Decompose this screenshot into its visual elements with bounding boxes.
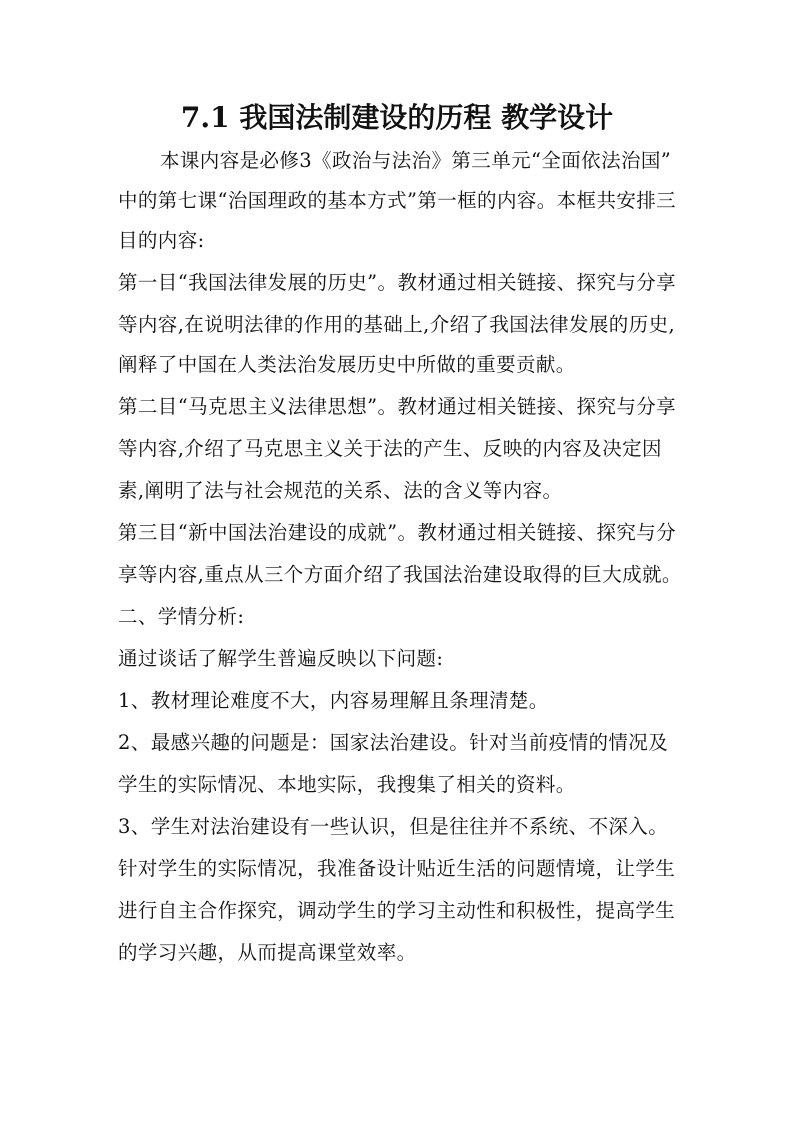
list-item: 1、教材理论难度不大，内容易理解且条理清楚。 [118,689,549,712]
paragraph-line: 针对学生的实际情况，我准备设计贴近生活的问题情境，让学生 [118,857,676,880]
paragraph-line: 进行自主合作探究，调动学生的学习主动性和积极性，提高学生 [118,899,676,922]
paragraph-line: 享等内容,重点从三个方面介绍了我国法治建设取得的巨大成就。 [118,563,682,586]
paragraph-line: 的学习兴趣，从而提高课堂效率。 [118,941,417,964]
paragraph-line: 学生的实际情况、本地实际，我搜集了相关的资料。 [118,773,576,796]
paragraph-line: 本课内容是必修3《政治与法治》第三单元“全面依法治国” [160,149,672,172]
paragraph-line: 通过谈话了解学生普遍反映以下问题: [118,647,444,670]
paragraph-line: 阐释了中国在人类法治发展历史中所做的重要贡献。 [118,353,576,376]
paragraph-line: 中的第七课“治国理政的基本方式”第一框的内容。本框共安排三 [118,189,677,212]
paragraph-line: 素,阐明了法与社会规范的关系、法的含义等内容。 [118,479,563,502]
document-title: 7.1 我国法制建设的历程 教学设计 [180,101,614,134]
paragraph-line: 等内容,在说明法律的作用的基础上,介绍了我国法律发展的历史, [118,313,676,336]
paragraph-line: 第一目“我国法律发展的历史”。教材通过相关链接、探究与分享 [118,271,677,294]
paragraph-line: 第三目“新中国法治建设的成就”。教材通过相关链接、探究与分 [118,521,677,544]
list-item: 2、最感兴趣的问题是：国家法治建设。针对当前疫情的情况及 [118,731,669,754]
section-heading: 二、学情分析: [118,605,245,628]
paragraph-line: 第二目“马克思主义法律思想”。教材通过相关链接、探究与分享 [118,395,677,418]
list-item: 3、学生对法治建设有一些认识，但是往往并不系统、不深入。 [118,815,669,838]
paragraph-line: 目的内容: [118,229,205,252]
paragraph-line: 等内容,介绍了马克思主义关于法的产生、反映的内容及决定因 [118,437,662,460]
